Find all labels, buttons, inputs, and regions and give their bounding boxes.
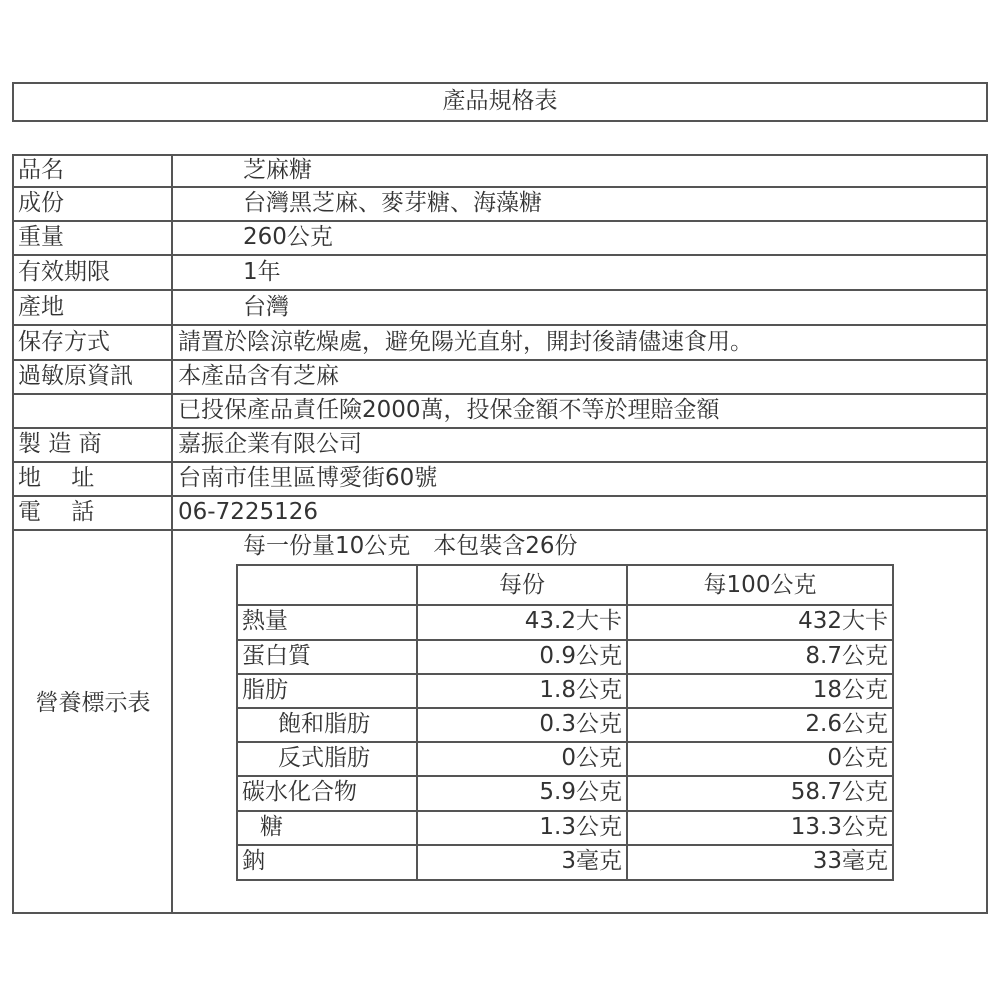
- spec-label: 有效期限: [18, 258, 110, 285]
- nutrient-name: 碳水化合物: [242, 779, 357, 805]
- nutrient-name: 蛋白質: [242, 643, 311, 669]
- spec-value: 06-7225126: [178, 499, 318, 525]
- nutrient-name: 熱量: [242, 608, 288, 634]
- nutrient-per-100g: 2.6公克: [805, 711, 888, 737]
- nutrient-per-100g: 18公克: [812, 677, 888, 703]
- spec-label: 地 址: [18, 465, 95, 491]
- spec-label: 保存方式: [18, 328, 110, 355]
- nutrient-per-serving: 1.8公克: [539, 677, 622, 703]
- spec-value: 芝麻糖: [243, 157, 312, 183]
- label-column-divider: [171, 154, 173, 914]
- nutrient-per-100g: 33毫克: [812, 848, 888, 874]
- row-divider: [12, 359, 988, 361]
- spec-value: 1年: [243, 258, 281, 285]
- header-per-100g: 每100公克: [703, 572, 817, 598]
- nutrient-per-100g: 432大卡: [798, 608, 888, 634]
- spec-label: 品名: [18, 157, 64, 183]
- spec-label: 電 話: [18, 499, 95, 525]
- nutrient-name: 反式脂肪: [278, 745, 370, 771]
- nutrient-name: 飽和脂肪: [278, 711, 370, 737]
- nutrient-per-100g: 58.7公克: [790, 779, 888, 805]
- spec-label: 過敏原資訊: [18, 363, 133, 389]
- row-divider: [12, 289, 988, 291]
- nutrient-name: 脂肪: [242, 677, 288, 703]
- nutrient-per-100g: 8.7公克: [805, 643, 888, 669]
- spec-value: 台灣黑芝麻、麥芽糖、海藻糖: [243, 190, 542, 216]
- spec-value: 台灣: [243, 293, 289, 320]
- nutrient-per-serving: 3毫克: [561, 848, 622, 874]
- nutrient-per-100g: 13.3公克: [790, 814, 888, 840]
- row-divider: [12, 495, 988, 497]
- row-divider: [12, 529, 988, 531]
- spec-value: 請置於陰涼乾燥處，避免陽光直射，開封後請儘速食用。: [178, 328, 753, 355]
- spec-label: 重量: [18, 224, 64, 250]
- spec-label: 產地: [18, 293, 64, 320]
- spec-value: 260公克: [243, 224, 333, 250]
- spec-value: 台南市佳里區博愛街60號: [178, 465, 438, 491]
- row-divider: [12, 427, 988, 429]
- nutrient-name: 鈉: [242, 848, 265, 874]
- spec-value: 嘉振企業有限公司: [178, 431, 362, 457]
- row-divider: [12, 461, 988, 463]
- spec-value: 本產品含有芝麻: [178, 363, 339, 389]
- nutrient-per-serving: 5.9公克: [539, 779, 622, 805]
- spec-label: 製 造 商: [18, 431, 102, 457]
- nutrient-per-serving: 43.2大卡: [524, 608, 622, 634]
- page-title: 產品規格表: [442, 88, 558, 114]
- nutrient-per-serving: 1.3公克: [539, 814, 622, 840]
- row-divider: [12, 220, 988, 222]
- serving-info: 每一份量10公克 本包裝含26份: [243, 533, 578, 559]
- nutrient-per-serving: 0.9公克: [539, 643, 622, 669]
- spec-value: 已投保產品責任險2000萬，投保金額不等於理賠金額: [178, 397, 720, 423]
- nutrition-label: 營養標示表: [35, 690, 151, 716]
- nutrient-per-100g: 0公克: [827, 745, 888, 771]
- spec-label: 成份: [18, 190, 64, 216]
- header-per-serving: 每份: [499, 572, 545, 598]
- row-divider: [12, 254, 988, 256]
- nutrient-per-serving: 0公克: [561, 745, 622, 771]
- nutrient-per-serving: 0.3公克: [539, 711, 622, 737]
- nutrient-name: 糖: [260, 814, 283, 840]
